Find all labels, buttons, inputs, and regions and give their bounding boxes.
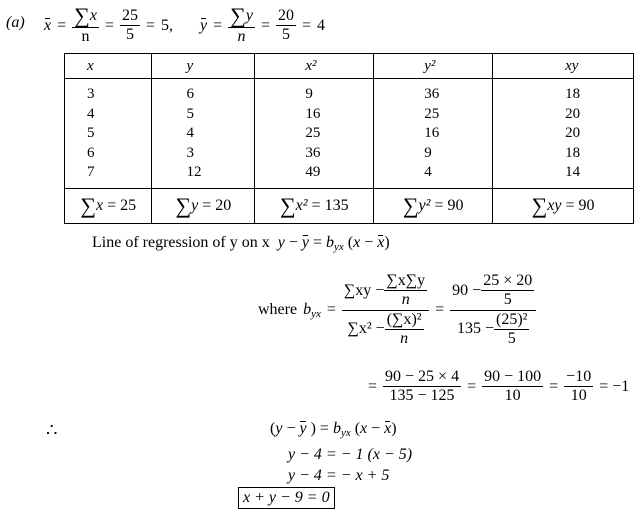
x-mean-formula: $\frac{\sum x}{n}$ xyxy=(74,3,97,45)
part-label: (a) xyxy=(6,14,25,31)
therefore-symbol: ∴ xyxy=(46,420,58,440)
sum-y: ∑y = 20 xyxy=(152,189,255,224)
sum-x2: ∑x² = 135 xyxy=(255,189,374,224)
y-mean-result: 4 xyxy=(317,16,325,34)
data-table xyxy=(64,53,634,224)
column-x2-values: 9 16 25 36 49 xyxy=(255,79,374,189)
byx-result: = −1 xyxy=(599,377,630,395)
y-mean-values: $\frac{20}{5}$ xyxy=(277,6,294,44)
byx-evaluation: = $\frac{90 - 25 \times 4}{135 - 125}$ = $\frac{90 - 100}{10}$ = $\frac{-10}{10}$ = −1 xyxy=(368,368,630,405)
header-x2: x² xyxy=(255,54,374,79)
x-mean-values: $\frac{25}{5}$ xyxy=(121,6,138,44)
header-y: y xyxy=(152,54,255,79)
regression-line-statement: Line of regression of y on x $y - y = b_{yx}$ (x − x) xyxy=(92,234,390,253)
table-sums-row xyxy=(65,189,634,224)
sum-y2: ∑y² = 90 xyxy=(374,189,493,224)
y-mean-equation: y = $\frac{\sum y}{n}$ = $\frac{20}{5}$ = 4 xyxy=(200,3,325,45)
sum-x: ∑x = 25 xyxy=(65,189,152,224)
regression-equation-restated: (y − y ) = $b_{yx}$ (x − x) xyxy=(270,420,397,439)
header-y2: y² xyxy=(374,54,493,79)
derivation-step-1: y − 4 = − 1 (x − 5) xyxy=(288,446,413,463)
column-y2-values: 36 25 16 9 4 xyxy=(374,79,493,189)
x-mean-result: 5, xyxy=(161,16,173,34)
final-answer-box: x + y − 9 = 0 xyxy=(238,487,335,509)
byx-formula: where $b_{yx}$ = ∑xy − $\frac{\sum x\sum y}{n}$ ∑x² − $\frac{\text{(∑x)²}}{n}$ = 90 − $\frac{25 \times 20}{5}$ 135 − $\frac{\text{(25)²}}{5}$ xyxy=(258,272,536,349)
header-x: x xyxy=(65,54,152,79)
table-header-row xyxy=(65,54,634,79)
derivation-step-2: y − 4 = − x + 5 xyxy=(288,467,390,484)
column-x-values: 3 4 5 6 7 xyxy=(65,79,152,189)
y-bar-symbol: y xyxy=(200,16,208,34)
header-xy: xy xyxy=(493,54,634,79)
column-xy-values: 18 20 20 18 14 xyxy=(493,79,634,189)
byx-substituted-fraction: 90 − $\frac{25 \times 20}{5}$ 135 − $\frac{\text{(25)²}}{5}$ xyxy=(450,272,536,349)
y-mean-formula: $\frac{\sum y}{n}$ xyxy=(230,3,253,45)
table-data-row xyxy=(65,79,634,189)
byx-general-fraction: ∑xy − $\frac{\sum x\sum y}{n}$ ∑x² − $\frac{\text{(∑x)²}}{n}$ xyxy=(342,272,429,349)
x-mean-equation: x = $\frac{\sum x}{n}$ = $\frac{25}{5}$ = 5, xyxy=(44,3,173,45)
sum-xy: ∑xy = 90 xyxy=(493,189,634,224)
column-y-values: 6 5 4 3 12 xyxy=(152,79,255,189)
x-bar-symbol: x xyxy=(44,16,52,34)
